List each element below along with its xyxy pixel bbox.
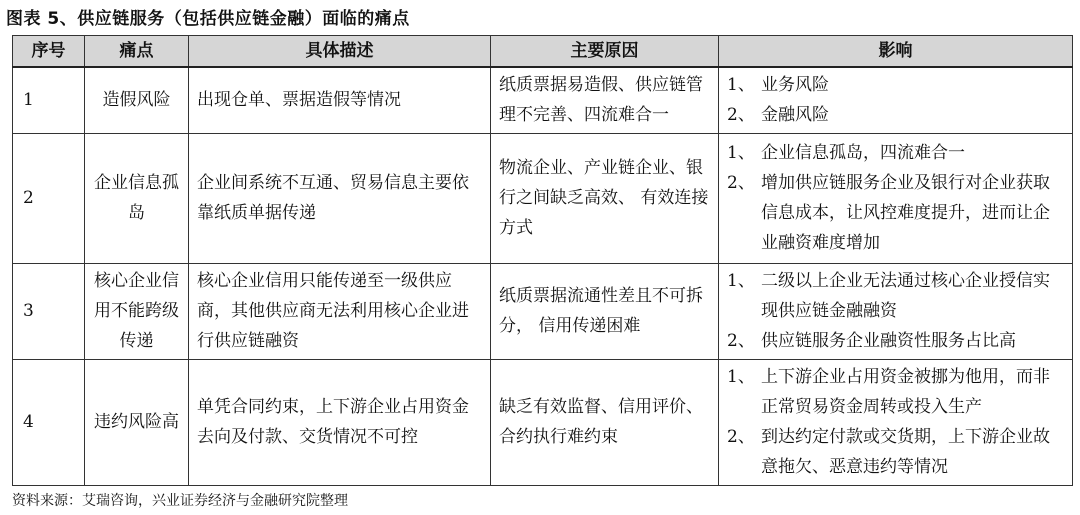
impact-index: 2、 (727, 427, 755, 447)
impact-text: 供应链服务企业融资性服务占比高 (761, 331, 1016, 351)
row-number: 4 (13, 359, 85, 485)
row-number: 1 (13, 67, 85, 133)
impact-item (727, 362, 1064, 422)
impact-text: 金融风险 (761, 105, 829, 126)
table-row (13, 67, 1073, 133)
row-number: 3 (13, 263, 85, 359)
impact-item (727, 168, 1064, 258)
header-cell-cause: 主要原因 (491, 36, 719, 68)
impact-item (727, 70, 1064, 100)
table-row (13, 359, 1073, 485)
description: 出现仓单、票据造假等情况 (189, 67, 491, 133)
impact-index: 2、 (727, 173, 755, 193)
pain-point: 核心企业信用不能跨级传递 (85, 263, 189, 359)
impact-list (719, 67, 1073, 133)
impact-text: 业务风险 (761, 75, 829, 96)
impact-index: 1、 (727, 367, 755, 387)
source-note: 资料来源：艾瑞咨询，兴业证券经济与金融研究院整理 (12, 493, 348, 509)
header-cell-impact: 影响 (719, 36, 1073, 68)
impact-item (727, 138, 1064, 168)
impact-list (719, 359, 1073, 485)
impact-index: 1、 (727, 143, 755, 163)
main-cause: 物流企业、产业链企业、银行之间缺乏高效、 有效连接方式 (491, 133, 719, 263)
description: 单凭合同约束，上下游企业占用资金去向及付款、交货情况不可控 (189, 359, 491, 485)
impact-text: 上下游企业占用资金被挪为他用，而非正常贸易资金周转或投入生产 (761, 367, 1050, 417)
pain-point: 违约风险高 (85, 359, 189, 485)
impact-index: 2、 (727, 105, 755, 126)
header-cell-description: 具体描述 (189, 36, 491, 68)
impact-item (727, 422, 1064, 482)
main-cause: 纸质票据易造假、供应链管理不完善、四流难合一 (491, 67, 719, 133)
table-header-row (13, 36, 1073, 68)
impact-index: 2、 (727, 331, 755, 351)
table-row (13, 263, 1073, 359)
impact-index: 1、 (727, 75, 755, 96)
header-cell-no: 序号 (13, 36, 85, 68)
impact-text: 企业信息孤岛，四流难合一 (761, 143, 965, 163)
pain-points-table (12, 35, 1073, 486)
description: 企业间系统不互通、贸易信息主要依靠纸质单据传递 (189, 133, 491, 263)
impact-item (727, 326, 1064, 356)
main-cause: 缺乏有效监督、信用评价、 合约执行难约束 (491, 359, 719, 485)
header-cell-point: 痛点 (85, 36, 189, 68)
impact-text: 二级以上企业无法通过核心企业授信实现供应链金融融资 (761, 271, 1050, 321)
impact-list (719, 133, 1073, 263)
figure-title: 图表 5、供应链服务（包括供应链金融）面临的痛点 (6, 9, 410, 29)
impact-item (727, 266, 1064, 326)
impact-index: 1、 (727, 271, 755, 291)
impact-item (727, 100, 1064, 130)
row-number: 2 (13, 133, 85, 263)
impact-text: 增加供应链服务企业及银行对企业获取信息成本，让风控难度提升，进而让企业融资难度增加 (761, 173, 1050, 253)
main-cause: 纸质票据流通性差且不可拆分， 信用传递困难 (491, 263, 719, 359)
description: 核心企业信用只能传递至一级供应商，其他供应商无法利用核心企业进行供应链融资 (189, 263, 491, 359)
pain-point: 造假风险 (85, 67, 189, 133)
table-row (13, 133, 1073, 263)
impact-list (719, 263, 1073, 359)
pain-point: 企业信息孤岛 (85, 133, 189, 263)
impact-text: 到达约定付款或交货期，上下游企业故意拖欠、恶意违约等情况 (761, 427, 1050, 477)
